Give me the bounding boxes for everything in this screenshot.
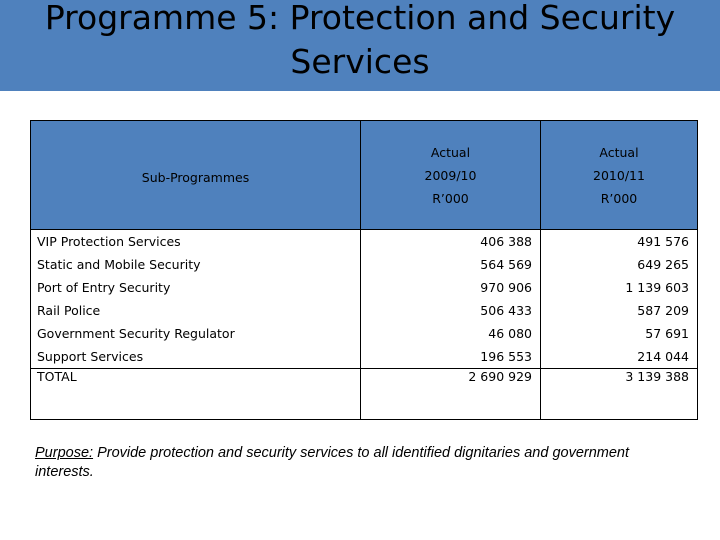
values-2010-11-cell: [541, 230, 698, 369]
header-sub-programmes: Sub-Programmes: [31, 121, 361, 230]
purpose-statement: [35, 444, 635, 482]
header-actual-2009-10: [361, 121, 541, 230]
sub-programme-name: Rail Police: [37, 303, 101, 318]
total-label: TOTAL: [31, 369, 361, 420]
header-col2-line: 2010/11: [593, 167, 645, 183]
total-2010-11: 3 139 388: [541, 369, 698, 420]
value-2009-10: 970 906: [480, 280, 532, 295]
sub-programme-names-cell: [31, 230, 361, 369]
sub-programme-name: Government Security Regulator: [37, 326, 235, 341]
purpose-label: Purpose:: [35, 445, 94, 461]
header-col2-line: R’000: [600, 190, 638, 206]
value-2009-10: 506 433: [480, 303, 532, 318]
total-2009-10: 2 690 929: [361, 369, 541, 420]
sub-programme-name: Static and Mobile Security: [37, 257, 201, 272]
purpose-text: Provide protection and security services to all identified dignitaries and government interests.: [35, 445, 630, 480]
value-2009-10: 406 388: [480, 234, 532, 249]
header-col1-line: 2009/10: [424, 167, 477, 183]
value-2010-11: 649 265: [637, 257, 689, 272]
values-2009-10-cell: [361, 230, 541, 369]
sub-programme-name: VIP Protection Services: [37, 234, 181, 249]
page-title-line-2: Services: [290, 41, 430, 81]
header-actual-2010-11: [541, 121, 698, 230]
value-2010-11: 1 139 603: [625, 280, 689, 295]
value-2009-10: 196 553: [480, 349, 532, 364]
budget-table: [30, 120, 698, 420]
table-total-row: [31, 369, 698, 420]
value-2010-11: 57 691: [645, 326, 689, 341]
header-col1-line: Actual: [430, 144, 471, 160]
header-col2-line: Actual: [599, 144, 639, 160]
table-body-row: [31, 230, 698, 369]
value-2009-10: 46 080: [488, 326, 532, 341]
title-banner: [0, 0, 720, 91]
header-col1-line: R’000: [432, 190, 469, 206]
value-2010-11: 587 209: [637, 303, 689, 318]
value-2010-11: 214 044: [637, 349, 689, 364]
value-2010-11: 491 576: [637, 234, 689, 249]
table-header-row: [31, 121, 698, 230]
sub-programme-name: Port of Entry Security: [37, 280, 171, 295]
page-title-line-1: Programme 5: Protection and Security: [44, 0, 676, 37]
value-2009-10: 564 569: [480, 257, 532, 272]
sub-programme-name: Support Services: [37, 349, 144, 364]
